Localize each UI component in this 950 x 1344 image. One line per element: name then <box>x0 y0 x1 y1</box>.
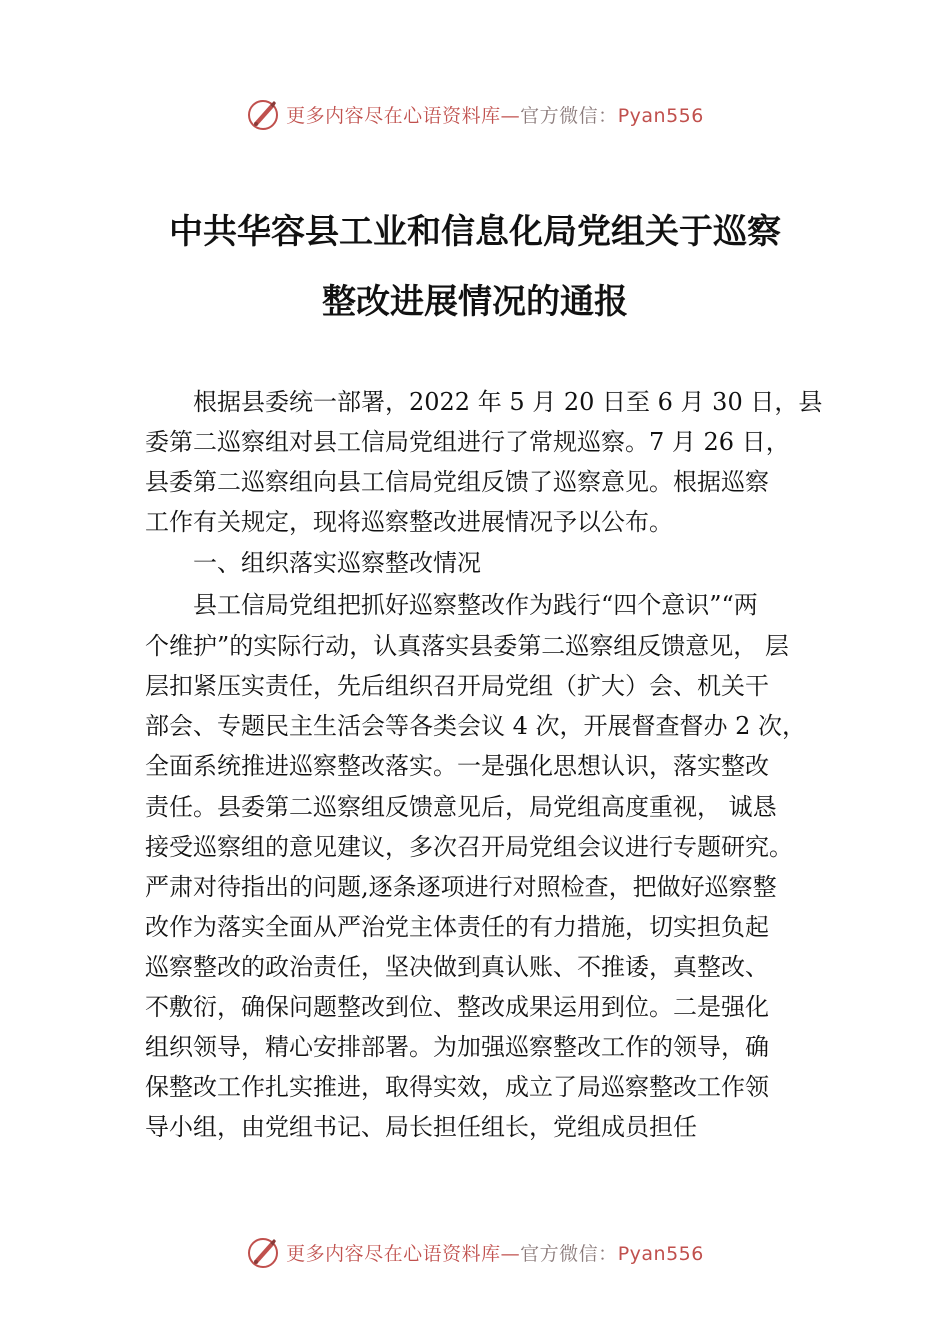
document-title-line-2: 整改进展情况的通报 <box>322 282 628 322</box>
body-line: 工作有关规定，现将巡察整改进展情况予以公布。 <box>145 508 673 536</box>
body-line: 根据县委统一部署，2022 年 5 月 20 日至 6 月 30 日，县 <box>145 388 823 416</box>
body-line: 县工信局党组把抓好巡察整改作为践行“四个意识”“两 <box>145 591 758 619</box>
writing-logo-icon <box>246 1235 280 1269</box>
body-line: 县委第二巡察组向县工信局党组反馈了巡察意见。根据巡察 <box>145 468 769 496</box>
body-line: 不敷衍，确保问题整改到位、整改成果运用到位。二是强化 <box>145 993 769 1021</box>
body-line: 导小组，由党组书记、局长担任组长，党组成员担任 <box>145 1113 697 1141</box>
section-heading: 一、组织落实巡察整改情况 <box>145 549 481 577</box>
writing-logo-icon <box>246 97 280 131</box>
body-line: 接受巡察组的意见建议，多次召开局党组会议进行专题研究。 <box>145 833 793 861</box>
body-line: 委第二巡察组对县工信局党组进行了常规巡察。7 月 26 日， <box>145 428 790 456</box>
document-title-line-1: 中共华容县工业和信息化局党组关于巡察 <box>169 212 781 252</box>
body-line: 层扣紧压实责任，先后组织召开局党组（扩大）会、机关干 <box>145 672 769 700</box>
body-line: 保整改工作扎实推进，取得实效，成立了局巡察整改工作领 <box>145 1073 769 1101</box>
watermark-footer <box>0 1232 950 1272</box>
watermark-text: 更多内容尽在心语资料库—官方微信：Pyan556 <box>286 104 704 127</box>
body-line: 严肃对待指出的问题,逐条逐项进行对照检查，把做好巡察整 <box>145 873 777 901</box>
body-line: 组织领导，精心安排部署。为加强巡察整改工作的领导，确 <box>145 1033 769 1061</box>
body-line: 改作为落实全面从严治党主体责任的有力措施，切实担负起 <box>145 913 769 941</box>
body-line: 全面系统推进巡察整改落实。一是强化思想认识，落实整改 <box>145 752 769 780</box>
body-line: 责任。县委第二巡察组反馈意见后，局党组高度重视， 诚恳 <box>145 793 777 821</box>
body-line: 部会、专题民主生活会等各类会议 4 次，开展督查督办 2 次， <box>145 712 807 740</box>
watermark-header <box>0 94 950 134</box>
body-line: 个维护”的实际行动，认真落实县委第二巡察组反馈意见， 层 <box>145 632 789 660</box>
watermark-text: 更多内容尽在心语资料库—官方微信：Pyan556 <box>286 1242 704 1265</box>
body-line: 巡察整改的政治责任，坚决做到真认账、不推诿，真整改、 <box>145 953 769 981</box>
